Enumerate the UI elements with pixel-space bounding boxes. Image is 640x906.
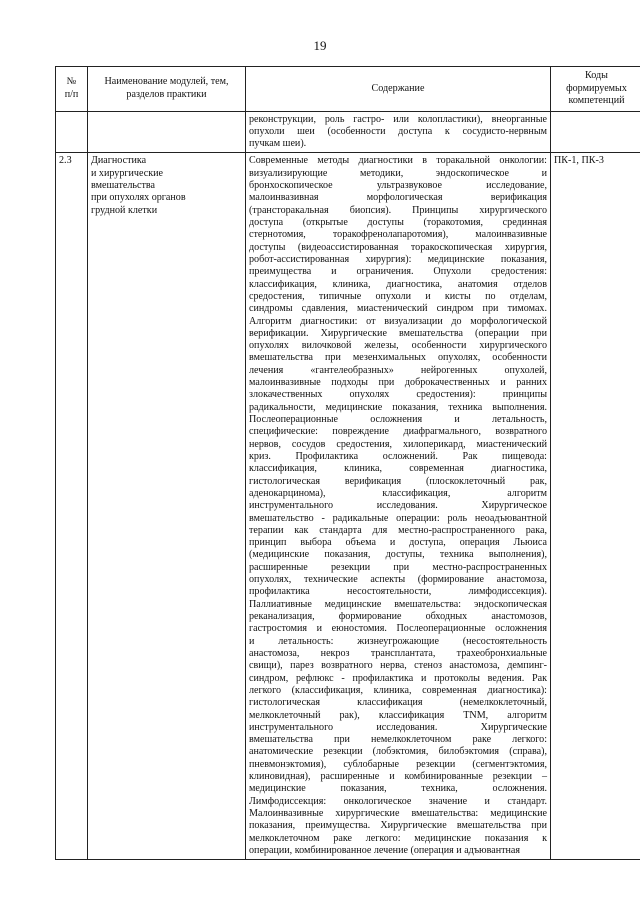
content-line: классификация, клиника, диагностика, анатомия отделов (249, 278, 547, 290)
content-line: малоинвазивные подходы при доброкачественных и ранних (249, 377, 547, 389)
content-line: стернотомия, торакофренолапаротомия), малоинвазивные (249, 229, 547, 241)
content-line: анастомоза, некроз трансплантата, трахеобронхиальные (249, 647, 547, 659)
content-line: анатомические резекции (лобэктомия, билобэктомия (справа), (249, 746, 547, 758)
content-line: доступы (видеоассистированная торакоскопическая хирургия, (249, 241, 547, 253)
content-line: реконструкции, роль гастро- или колопластики), внеорганные (249, 113, 547, 125)
content-line: Алгоритм диагностики: от визуализации до морфологической (249, 315, 547, 327)
content-line: (медицинские показания, доступы, техника выполнения), (249, 549, 547, 561)
content-line: лечения «гантелеобразных» нейрогенных опухолей, (249, 364, 547, 376)
header-number-text: № п/п (64, 76, 79, 100)
content-line: свищи), парез возвратного нерва, стеноз анастомоза, демпинг- (249, 660, 547, 672)
header-codes-text: Коды формируемых компетенций (566, 70, 627, 106)
content-line: пневмонэктомия), сублобарные резекции (сегментэктомия, (249, 758, 547, 770)
header-number (56, 67, 88, 112)
content-line: инструментального исследования. Хирургическое (249, 500, 547, 512)
content-line: Современные методы диагностики в торакальной онкологии: (249, 155, 547, 167)
content-line: Малоинвазивные хирургические вмешательства: медицинские (249, 808, 547, 819)
content-line: и летальность: жизнеугрожающие (несостоятельность (249, 635, 547, 647)
content-line: преимущества и ограничения. Опухоли средостения: (249, 266, 547, 278)
content-line: гистологическая верификация (плоскоклеточный рак, (249, 475, 547, 487)
content-line: Послеоперационные осложнения и летальность, (249, 414, 547, 425)
row-number-cell: 2.3 (56, 153, 88, 860)
content-line: специфические: повреждение диафрагмального, возвратного (249, 426, 547, 438)
name-line: и хирургические (91, 167, 163, 179)
content-line: терапии как стандарта для местно-распространенного рака, (249, 524, 547, 536)
content-line: радикальности, медицинские показания, техника выполнения. (249, 401, 547, 413)
continuation-number-cell (56, 111, 88, 153)
content-line: принцип выбора объема и доступа, операция Льюиса (249, 537, 547, 549)
header-content-text: Содержание (371, 82, 425, 94)
header-name-text: Наименование модулей, тем, разделов практики (104, 76, 229, 100)
content-line: синдром, рефлюкс - профилактика и протоколы ведения. Рак (249, 672, 547, 684)
curriculum-table (55, 66, 640, 860)
content-line: средостения, типичные опухоли и кисты по отделам, (249, 290, 547, 302)
content-line: медицинские показания, техника, осложнения. (249, 783, 547, 795)
content-line: нервов, сосудов средостения, хилоперикард, миастенический (249, 438, 547, 450)
content-line: (трансторакальная биопсия). Принципы хирургического (249, 204, 547, 216)
content-line: профилактика несостоятельности, лимфодиссекция). (249, 586, 547, 598)
content-line: аденокарцинома), классификация, алгоритм (249, 487, 547, 499)
content-line: верификации. Хирургические вмешательства (операции при (249, 327, 547, 339)
content-line: визуализирующие методики, эндоскопическое и (249, 167, 547, 179)
content-line: вмешательство - радикальные операции: роль неоадъювантной (249, 512, 547, 524)
row-content-cell (246, 153, 551, 860)
row-codes-cell: ПК-1, ПК-3 (551, 153, 640, 860)
content-line: гастростомия и еюностомия. Послеоперационные осложнения (249, 623, 547, 635)
content-line: классификация, клиника, современная диагностика, (249, 463, 547, 475)
content-line: злокачественных опухолях средостения): принципы (249, 389, 547, 401)
table-row (56, 111, 640, 153)
content-line: мелкоклеточный рак), классификация TNM, алгоритм (249, 709, 547, 721)
header-codes (551, 67, 640, 112)
name-line: грудной клетки (91, 204, 158, 216)
content-line: опухолях, технические аспекты (формирование анастомоза, (249, 574, 547, 586)
name-line: при опухолях органов (91, 192, 186, 204)
content-line: опухолях вилочковой железы, особенности хирургического (249, 340, 547, 352)
content-line: операции, комбинированное лечение (операция и адъювантная (249, 844, 521, 856)
content-line: клиновидная), расширенные и комбинированные резекции – (249, 771, 547, 783)
content-line: инструментального исследования. Хирургические (249, 721, 547, 733)
content-line: бронхоскопическое ультразвуковое исследование, (249, 180, 547, 192)
content-line: синдромы сдавления, миастенический синдром при тимомах. (249, 303, 547, 315)
header-name (88, 67, 246, 112)
content-line: Лимфодиссекция: онкологическое значение и стандарт. (249, 795, 547, 807)
content-line: Паллиативные медицинские вмешательства: эндоскопическая (249, 598, 547, 610)
content-line: легкого (классификация, клиника, современная диагностика): (249, 684, 547, 696)
name-line: Диагностика (91, 155, 147, 167)
table-row (56, 153, 640, 860)
content-line: вмешательства при мезенхимальных опухолях, особенности (249, 352, 547, 364)
header-content (246, 67, 551, 112)
continuation-content-cell (246, 111, 551, 153)
content-line: реканализация, формирование обходных анастомозов, (249, 611, 547, 622)
content-line: расширенные резекции при местно-распространенных (249, 561, 547, 573)
content-line: криз. Профилактика осложнений. Рак пищевода: (249, 450, 547, 462)
content-line: пучкам шеи). (249, 138, 307, 150)
content-line: доступа (открытые доступы (торакотомия, срединная (249, 217, 547, 228)
content-line: вмешательства при немелкоклеточном раке легкого: (249, 734, 547, 746)
name-line: вмешательства (91, 180, 155, 192)
row-name-cell (88, 153, 246, 860)
content-line: опухоли шеи (особенности доступа к сосудисто-нервным (249, 125, 547, 137)
content-line: показания, преимущества. Хирургические вмешательства при (249, 820, 547, 832)
table-header-row (56, 67, 640, 112)
continuation-codes-cell (551, 111, 640, 153)
content-line: малоинвазивная морфологическая верификация (249, 192, 547, 204)
content-line: робот-ассистированная хирургия): медицинские показания, (249, 253, 547, 265)
continuation-name-cell (88, 111, 246, 153)
page-number: 19 (313, 38, 327, 53)
content-line: гистологическая классификация (немелкоклеточный, (249, 697, 547, 709)
content-line: мелкоклеточном раке легкого: медицинские показания к (249, 832, 547, 844)
